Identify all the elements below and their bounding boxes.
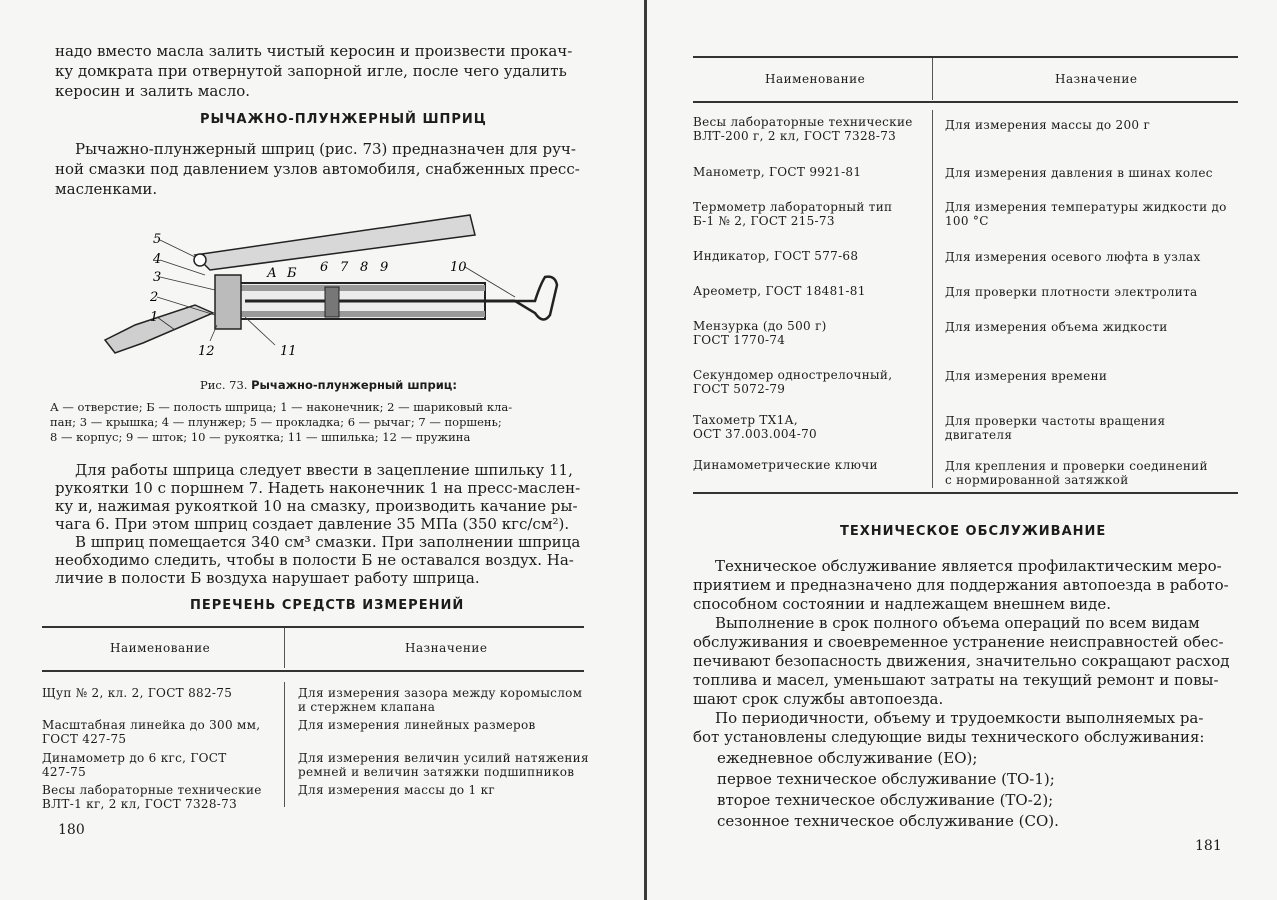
table-cell-name: Ареометр, ГОСТ 18481-81 <box>693 284 866 298</box>
figure-label: 7 <box>340 260 349 275</box>
table-cell-purpose: и стержнем клапана <box>298 700 436 714</box>
figure-label: 9 <box>380 260 389 275</box>
table-header-purpose: Назначение <box>1055 72 1138 86</box>
body-line-2: рукоятки 10 с поршнем 7. Надеть наконечник 1 на пресс-маслен- <box>55 479 581 497</box>
table-rule <box>693 56 1238 58</box>
lever-shape <box>195 215 475 270</box>
body-hatch-bottom <box>235 311 485 317</box>
body-line-9: По периодичности, объему и трудоемкости выполняемых ра- <box>715 709 1204 727</box>
table-cell-name: Манометр, ГОСТ 9921-81 <box>693 165 862 179</box>
figure-label: А <box>267 266 277 281</box>
body-line-8: шают срок службы автопоезда. <box>693 690 944 708</box>
body-line-2: приятием и предназначено для поддержания автопоезда в работо- <box>693 576 1229 594</box>
body-line-4: чага 6. При этом шприц создает давление 35 МПа (350 кгс/см²). <box>55 515 570 533</box>
body-line-7: личие в полости Б воздуха нарушает работу шприца. <box>55 569 480 587</box>
table-cell-name: Весы лабораторные технические <box>42 783 262 797</box>
table-cell-purpose: Для проверки частоты вращения <box>945 414 1166 428</box>
table-cell-name: ВЛТ-200 г, 2 кл, ГОСТ 7328-73 <box>693 129 897 143</box>
figure-caption-title: Рычажно-плунжерный шприц: <box>251 378 457 392</box>
figure-caption-prefix: Рис. 73. <box>200 378 248 392</box>
table-rule <box>693 492 1238 494</box>
section-heading-instruments: ПЕРЕЧЕНЬ СРЕДСТВ ИЗМЕРЕНИЙ <box>190 598 465 613</box>
handle-shape <box>515 277 557 320</box>
table-divider <box>284 682 285 807</box>
table-cell-purpose: Для измерения объема жидкости <box>945 320 1168 334</box>
book-spine <box>644 0 647 900</box>
figure-label: 8 <box>360 260 369 275</box>
table-divider <box>932 58 933 100</box>
table-header-purpose: Назначение <box>405 641 488 655</box>
figure-legend-line-3: 8 — корпус; 9 — шток; 10 — рукоятка; 11 — шпилька; 12 — пружина <box>50 430 471 444</box>
body-line-5: обслуживания и своевременное устранение неисправностей обес- <box>693 633 1224 651</box>
body-line-3: ку и, нажимая рукояткой 10 на смазку, производить качание ры- <box>55 497 578 515</box>
table-cell-purpose: Для измерения линейных размеров <box>298 718 536 732</box>
table-cell-name: Динамометр до 6 кгс, ГОСТ <box>42 751 227 765</box>
table-cell-name: Секундомер однострелочный, <box>693 368 893 382</box>
table-cell-purpose: Для измерения величин усилий натяжения <box>298 751 589 765</box>
table-rule <box>42 626 584 628</box>
body-line-5: В шприц помещается 340 см³ смазки. При заполнении шприца <box>75 533 581 551</box>
figure-label: 6 <box>320 260 329 275</box>
figure-label: 12 <box>198 344 215 359</box>
table-divider <box>932 110 933 488</box>
list-item: сезонное техническое обслуживание (СО). <box>717 812 1059 830</box>
table-cell-purpose: Для измерения давления в шинах колес <box>945 166 1213 180</box>
table-rule <box>693 101 1238 103</box>
intro-line-1: надо вместо масла залить чистый керосин и произвести прокач- <box>55 42 573 60</box>
table-cell-purpose: с нормированной затяжкой <box>945 473 1129 487</box>
table-cell-name: Масштабная линейка до 300 мм, <box>42 718 261 732</box>
figure-legend-line-2: пан; 3 — крышка; 4 — плунжер; 5 — прокладка; 6 — рычаг; 7 — поршень; <box>50 415 502 429</box>
table-header-name: Наименование <box>110 641 211 655</box>
table-cell-purpose: Для измерения осевого люфта в узлах <box>945 250 1201 264</box>
table-cell-name: ГОСТ 5072-79 <box>693 382 786 396</box>
figure-caption <box>200 378 457 392</box>
table-cell-name: Тахометр ТХ1А, <box>693 413 799 427</box>
figure-label: 2 <box>150 290 159 305</box>
pivot-shape <box>194 254 206 266</box>
table-divider <box>284 628 285 668</box>
cap-shape <box>215 275 241 329</box>
section1-line-2: ной смазки под давлением узлов автомобиля, снабженных пресс- <box>55 160 580 178</box>
list-item: первое техническое обслуживание (ТО-1); <box>717 770 1055 788</box>
figure-legend-line-1: А — отверстие; Б — полость шприца; 1 — наконечник; 2 — шариковый кла- <box>50 400 513 414</box>
section1-line-1: Рычажно-плунжерный шприц (рис. 73) предназначен для руч- <box>75 140 576 158</box>
body-line-6: необходимо следить, чтобы в полости Б не оставался воздух. На- <box>55 551 574 569</box>
table-cell-name: Динамометрические ключи <box>693 458 878 472</box>
page-number: 181 <box>1195 838 1222 854</box>
list-item: второе техническое обслуживание (ТО-2); <box>717 791 1054 809</box>
table-cell-name: ГОСТ 1770-74 <box>693 333 786 347</box>
table-cell-purpose: Для измерения массы до 200 г <box>945 118 1151 132</box>
right-page <box>650 0 1277 900</box>
body-line-7: топлива и масел, уменьшают затраты на текущий ремонт и повы- <box>693 671 1219 689</box>
body-line-4: Выполнение в срок полного объема операций по всем видам <box>715 614 1200 632</box>
table-cell-name: ГОСТ 427-75 <box>42 732 127 746</box>
figure-label: 4 <box>153 252 162 267</box>
table-cell-purpose: Для крепления и проверки соединений <box>945 459 1208 473</box>
body-line-3: способном состоянии и надлежащем внешнем виде. <box>693 595 1111 613</box>
figure-label: Б <box>287 266 297 281</box>
table-cell-purpose: Для измерения времени <box>945 369 1108 383</box>
list-item: ежедневное обслуживание (ЕО); <box>717 749 978 767</box>
table-rule <box>42 670 584 672</box>
figure-label: 1 <box>150 310 159 325</box>
figure-label: 3 <box>153 270 162 285</box>
nozzle-shape <box>105 305 213 353</box>
table-header-name: Наименование <box>765 72 866 86</box>
table-cell-name: Б-1 № 2, ГОСТ 215-73 <box>693 214 835 228</box>
syringe-figure <box>95 205 565 365</box>
figure-label: 11 <box>280 344 297 359</box>
table-cell-name: Мензурка (до 500 г) <box>693 319 827 333</box>
table-cell-purpose: двигателя <box>945 428 1013 442</box>
table-cell-purpose: Для измерения массы до 1 кг <box>298 783 495 797</box>
body-line-10: бот установлены следующие виды технического обслуживания: <box>693 728 1205 746</box>
intro-line-3: керосин и залить масло. <box>55 82 251 100</box>
body-line-1: Техническое обслуживание является профилактическим меро- <box>715 557 1222 575</box>
figure-label: 5 <box>153 232 162 247</box>
body-line-6: печивают безопасность движения, значительно сокращают расход <box>693 652 1230 670</box>
figure-label: 10 <box>450 260 467 275</box>
intro-line-2: ку домкрата при отвернутой запорной игле, после чего удалить <box>55 62 567 80</box>
table-cell-name: ВЛТ-1 кг, 2 кл, ГОСТ 7328-73 <box>42 797 238 811</box>
table-cell-name: Щуп № 2, кл. 2, ГОСТ 882-75 <box>42 686 233 700</box>
section-heading-syringe: РЫЧАЖНО-ПЛУНЖЕРНЫЙ ШПРИЦ <box>200 112 487 127</box>
body-hatch-top <box>235 285 485 291</box>
table-cell-purpose: Для измерения зазора между коромыслом <box>298 686 583 700</box>
table-cell-name: Термометр лабораторный тип <box>693 200 893 214</box>
table-cell-purpose: ремней и величин затяжки подшипников <box>298 765 575 779</box>
table-cell-name: Весы лабораторные технические <box>693 115 913 129</box>
piston-shape <box>325 287 339 317</box>
page-number: 180 <box>58 822 85 838</box>
table-cell-purpose: Для измерения температуры жидкости до <box>945 200 1227 214</box>
table-cell-purpose: Для проверки плотности электролита <box>945 285 1198 299</box>
section-heading-maintenance: ТЕХНИЧЕСКОЕ ОБСЛУЖИВАНИЕ <box>840 524 1107 539</box>
table-cell-name: 427-75 <box>42 765 87 779</box>
section1-line-3: масленками. <box>55 180 158 198</box>
table-cell-name: Индикатор, ГОСТ 577-68 <box>693 249 859 263</box>
table-cell-purpose: 100 °С <box>945 214 989 228</box>
body-line-1: Для работы шприца следует ввести в зацепление шпильку 11, <box>75 461 573 479</box>
table-cell-name: ОСТ 37.003.004-70 <box>693 427 817 441</box>
